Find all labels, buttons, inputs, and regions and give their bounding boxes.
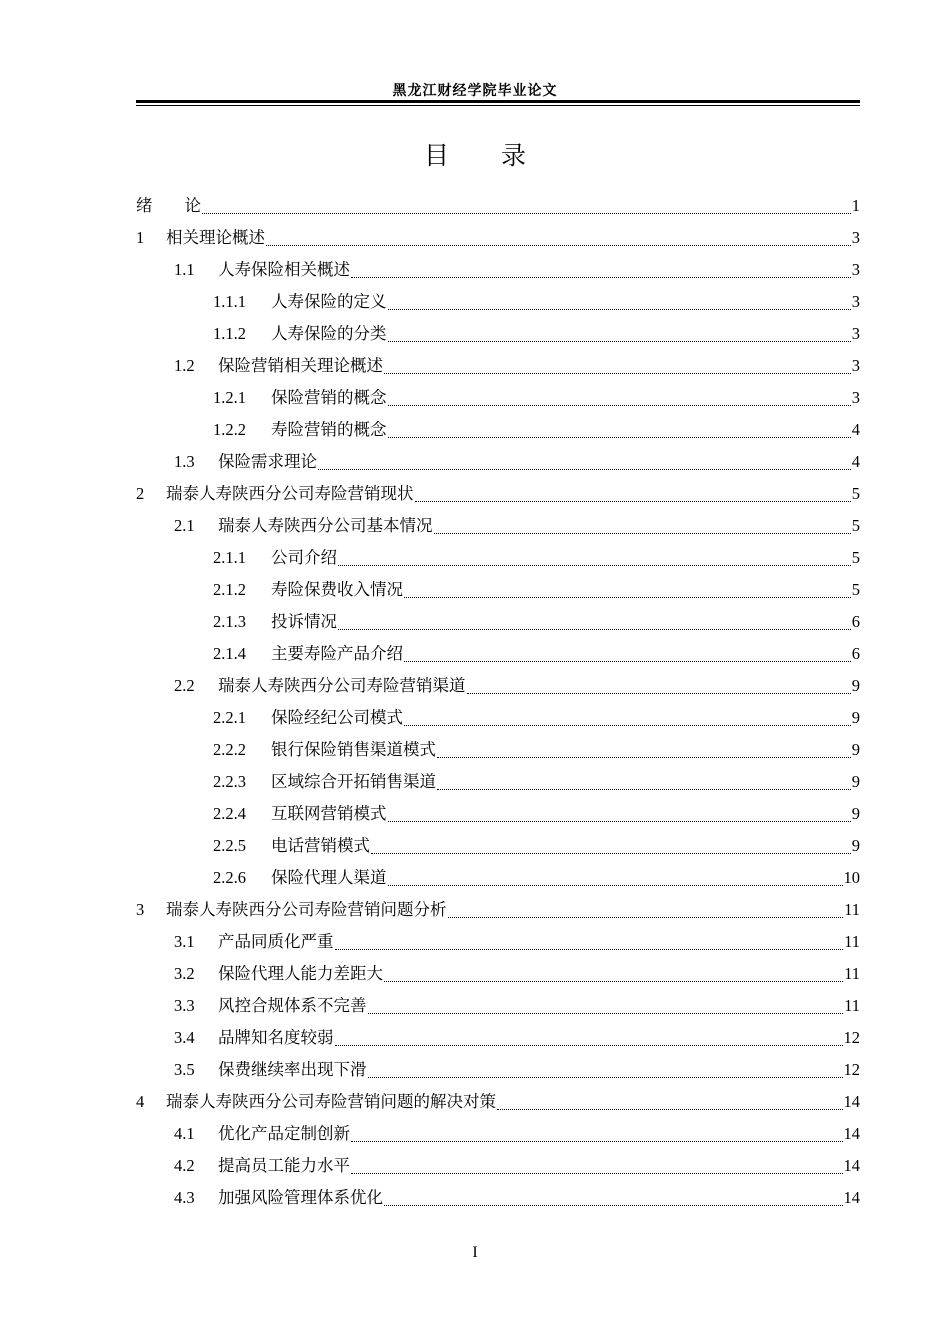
toc-entry-number: 4.2 <box>174 1156 195 1175</box>
toc-entry[interactable] <box>136 798 860 830</box>
toc-entry-number: 1.1.1 <box>213 292 246 311</box>
toc-leader-dots <box>338 565 851 566</box>
toc-entry-page: 5 <box>851 516 860 535</box>
toc-entry-number: 3 <box>136 900 145 919</box>
toc-entry[interactable] <box>136 990 860 1022</box>
toc-entry-number: 3.5 <box>174 1060 195 1079</box>
toc-leader-dots <box>318 469 851 470</box>
toc-entry-label: 人寿保险的分类 <box>271 324 387 343</box>
toc-entry-number: 1.2.2 <box>213 420 246 439</box>
toc-title-left: 目 <box>423 141 449 170</box>
toc-entry-page: 4 <box>851 452 860 471</box>
toc-entry-label: 互联网营销模式 <box>271 804 387 823</box>
toc-entry[interactable] <box>136 1150 860 1182</box>
toc-entry[interactable] <box>136 958 860 990</box>
toc-entry-label: 人寿保险相关概述 <box>218 260 350 279</box>
toc-entry-page: 3 <box>851 356 860 375</box>
toc-entry-number: 2.2 <box>174 676 195 695</box>
toc-entry-label: 瑞泰人寿陕西分公司基本情况 <box>218 516 433 535</box>
toc-entry-label: 瑞泰人寿陕西分公司寿险营销问题分析 <box>166 900 447 919</box>
toc-title <box>0 136 950 172</box>
toc-entry-label: 品牌知名度较弱 <box>218 1028 334 1047</box>
toc-entry-number: 3.1 <box>174 932 195 951</box>
toc-entry-number: 2.2.4 <box>213 804 246 823</box>
toc-entry-number: 1 <box>136 228 145 247</box>
toc-entry-page: 6 <box>851 612 860 631</box>
toc-entry-number: 2.2.5 <box>213 836 246 855</box>
toc-entry-number: 2.2.1 <box>213 708 246 727</box>
toc-entry-page: 14 <box>843 1188 860 1207</box>
toc-entry-number: 2 <box>136 484 145 503</box>
toc-entry[interactable] <box>136 510 860 542</box>
toc-title-right: 录 <box>501 141 527 170</box>
toc-entry[interactable] <box>136 286 860 318</box>
toc-entry-number: 2.2.6 <box>213 868 246 887</box>
toc-entry[interactable] <box>136 1022 860 1054</box>
toc-entry-label: 电话营销模式 <box>271 836 370 855</box>
toc-entry-page: 5 <box>851 548 860 567</box>
toc-entry[interactable] <box>136 1118 860 1150</box>
toc-leader-dots <box>202 213 851 214</box>
toc-entry-page: 11 <box>844 900 860 919</box>
toc-entry[interactable] <box>136 414 860 446</box>
toc-entry-label: 瑞泰人寿陕西分公司寿险营销问题的解决对策 <box>166 1092 496 1111</box>
toc-entry-page: 3 <box>851 324 860 343</box>
toc-entry-page: 9 <box>851 676 860 695</box>
toc-entry[interactable] <box>136 542 860 574</box>
toc-leader-dots <box>467 693 851 694</box>
toc-entry-page: 9 <box>851 740 860 759</box>
toc-entry-number: 2.2.2 <box>213 740 246 759</box>
toc-entry[interactable] <box>136 446 860 478</box>
toc-leader-dots <box>384 373 851 374</box>
toc-entry-page: 9 <box>851 708 860 727</box>
toc-leader-dots <box>351 1141 843 1142</box>
toc-leader-dots <box>437 789 851 790</box>
toc-entry-label: 加强风险管理体系优化 <box>218 1188 383 1207</box>
toc-entry-page: 1 <box>851 196 860 215</box>
toc-entry-label: 保险需求理论 <box>218 452 317 471</box>
toc-entry[interactable] <box>136 702 860 734</box>
toc-entry-number: 2.2.3 <box>213 772 246 791</box>
toc-entry-page: 9 <box>851 836 860 855</box>
toc-entry-page: 3 <box>851 388 860 407</box>
toc-entry-number: 4.1 <box>174 1124 195 1143</box>
toc-entry[interactable] <box>136 382 860 414</box>
toc-entry-page: 11 <box>844 964 860 983</box>
toc-entry-label: 主要寿险产品介绍 <box>271 644 403 663</box>
toc-entry-page: 11 <box>844 996 860 1015</box>
toc-leader-dots <box>388 821 851 822</box>
toc-leader-dots <box>404 661 851 662</box>
toc-leader-dots <box>335 949 844 950</box>
toc-entry-number: 2.1.2 <box>213 580 246 599</box>
toc-entry[interactable] <box>136 638 860 670</box>
toc-leader-dots <box>371 853 851 854</box>
toc-entry-number: 2.1.3 <box>213 612 246 631</box>
toc-entry-number: 3.2 <box>174 964 195 983</box>
toc-entry-page: 9 <box>851 804 860 823</box>
toc-entry-label: 产品同质化严重 <box>218 932 334 951</box>
toc-entry-label: 保险经纪公司模式 <box>271 708 403 727</box>
toc-entry-page: 11 <box>844 932 860 951</box>
toc-leader-dots <box>266 245 851 246</box>
toc-entry-page: 14 <box>843 1124 860 1143</box>
toc-entry-label: 提高员工能力水平 <box>218 1156 350 1175</box>
toc-entry[interactable] <box>136 1086 860 1118</box>
toc-entry-number: 1.3 <box>174 452 195 471</box>
header-rule-thick <box>136 100 860 103</box>
toc-entry-label: 保险代理人渠道 <box>271 868 387 887</box>
toc-entry-page: 14 <box>843 1092 860 1111</box>
toc-entry-intro[interactable] <box>136 190 860 222</box>
toc-entry-number: 3.3 <box>174 996 195 1015</box>
toc-entry-label: 风控合规体系不完善 <box>218 996 367 1015</box>
header-rule-thin <box>136 105 860 106</box>
toc-entry[interactable] <box>136 350 860 382</box>
toc-entry-label: 优化产品定制创新 <box>218 1124 350 1143</box>
toc-entry[interactable] <box>136 318 860 350</box>
toc-leader-dots <box>384 981 843 982</box>
toc-entry-page: 5 <box>851 580 860 599</box>
toc-leader-dots <box>368 1077 843 1078</box>
toc-entry-label: 人寿保险的定义 <box>271 292 387 311</box>
toc-leader-dots <box>388 437 851 438</box>
toc-entry[interactable] <box>136 766 860 798</box>
toc-leader-dots <box>388 341 851 342</box>
toc-entry-label: 寿险营销的概念 <box>271 420 387 439</box>
toc-leader-dots <box>448 917 844 918</box>
toc-entry-number: 2.1.4 <box>213 644 246 663</box>
toc-entry[interactable] <box>136 894 860 926</box>
toc-leader-dots <box>351 1173 843 1174</box>
toc-entry-number: 1.1 <box>174 260 195 279</box>
toc-entry[interactable] <box>136 926 860 958</box>
toc-leader-dots <box>404 725 851 726</box>
toc-leader-dots <box>384 1205 843 1206</box>
toc-entry-page: 3 <box>851 260 860 279</box>
toc-leader-dots <box>368 1013 844 1014</box>
page-header-title: 黑龙江财经学院毕业论文 <box>392 83 558 99</box>
toc-leader-dots <box>388 405 851 406</box>
toc-entry-label: 瑞泰人寿陕西分公司寿险营销渠道 <box>218 676 466 695</box>
toc-leader-dots <box>404 597 851 598</box>
toc-entry-page: 12 <box>843 1060 860 1079</box>
toc-leader-dots <box>351 277 851 278</box>
toc-leader-dots <box>415 501 851 502</box>
toc-leader-dots <box>338 629 851 630</box>
toc-leader-dots <box>437 757 851 758</box>
toc-entry[interactable] <box>136 1054 860 1086</box>
toc-entry-label: 投诉情况 <box>271 612 337 631</box>
toc-entry-label: 绪 论 <box>136 196 201 215</box>
toc-leader-dots <box>335 1045 843 1046</box>
toc-entry[interactable] <box>136 222 860 254</box>
toc-entry-label: 区域综合开拓销售渠道 <box>271 772 436 791</box>
toc-entry-page: 12 <box>843 1028 860 1047</box>
toc-entry[interactable] <box>136 1182 860 1214</box>
toc-entry-label: 保险营销相关理论概述 <box>218 356 383 375</box>
toc-entry[interactable] <box>136 254 860 286</box>
toc-entry-page: 3 <box>851 292 860 311</box>
toc-leader-dots <box>497 1109 843 1110</box>
toc-leader-dots <box>388 309 851 310</box>
toc-entry[interactable] <box>136 606 860 638</box>
toc-entry-page: 10 <box>843 868 860 887</box>
toc-entry-number: 2.1.1 <box>213 548 246 567</box>
toc-entry-label: 保险营销的概念 <box>271 388 387 407</box>
toc-entry[interactable] <box>136 862 860 894</box>
toc-entry[interactable] <box>136 574 860 606</box>
toc-entry-number: 1.1.2 <box>213 324 246 343</box>
toc-entry-page: 5 <box>851 484 860 503</box>
toc-entry-label: 瑞泰人寿陕西分公司寿险营销现状 <box>166 484 414 503</box>
toc-entry-label: 寿险保费收入情况 <box>271 580 403 599</box>
toc-entry-number: 3.4 <box>174 1028 195 1047</box>
toc-entry[interactable] <box>136 478 860 510</box>
toc-entry[interactable] <box>136 670 860 702</box>
toc-entry-page: 9 <box>851 772 860 791</box>
toc-entry-label: 保费继续率出现下滑 <box>218 1060 367 1079</box>
toc-list <box>136 190 860 1214</box>
toc-entry-page: 14 <box>843 1156 860 1175</box>
footer-page-number: I <box>472 1244 478 1261</box>
toc-entry-number: 1.2 <box>174 356 195 375</box>
toc-entry-number: 2.1 <box>174 516 195 535</box>
toc-entry[interactable] <box>136 830 860 862</box>
toc-leader-dots <box>388 885 843 886</box>
toc-entry[interactable] <box>136 734 860 766</box>
toc-entry-page: 3 <box>851 228 860 247</box>
toc-entry-page: 6 <box>851 644 860 663</box>
toc-entry-number: 4 <box>136 1092 145 1111</box>
toc-leader-dots <box>434 533 851 534</box>
toc-entry-page: 4 <box>851 420 860 439</box>
toc-entry-label: 相关理论概述 <box>166 228 265 247</box>
toc-entry-label: 银行保险销售渠道模式 <box>271 740 436 759</box>
toc-entry-label: 保险代理人能力差距大 <box>218 964 383 983</box>
toc-entry-number: 4.3 <box>174 1188 195 1207</box>
toc-entry-label: 公司介绍 <box>271 548 337 567</box>
toc-entry-number: 1.2.1 <box>213 388 246 407</box>
